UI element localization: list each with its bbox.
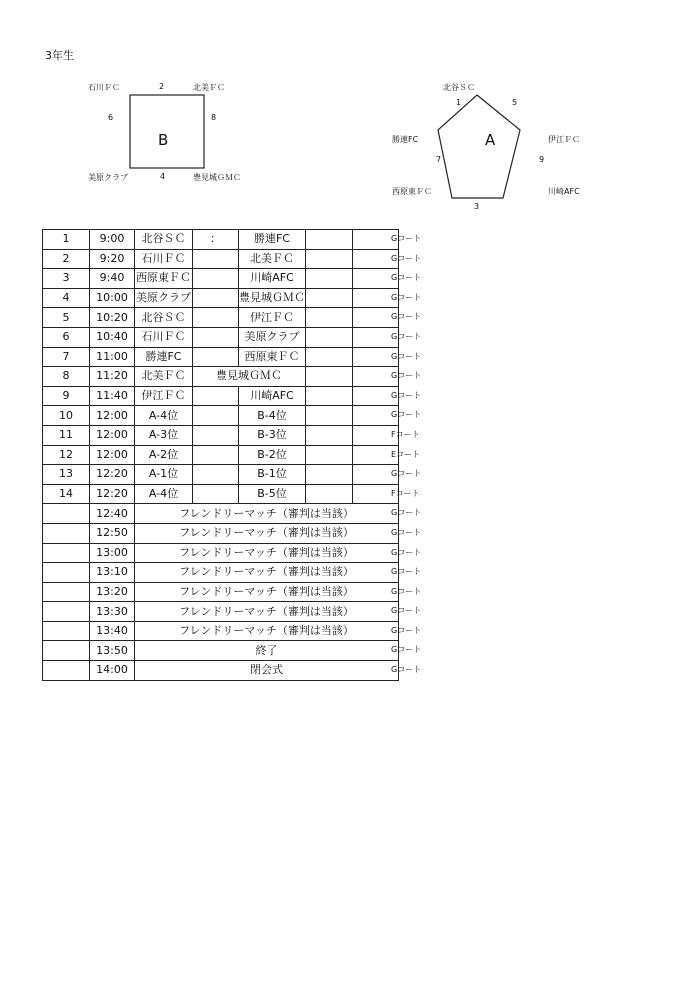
table-row <box>43 308 399 328</box>
score-cell <box>306 308 353 328</box>
group-a-top-team: 北谷ＳＣ <box>443 83 475 92</box>
table-row <box>43 465 399 485</box>
friendly-row <box>43 621 399 641</box>
match-number: 4 <box>43 288 90 308</box>
page-title: 3年生 <box>45 49 74 62</box>
team-away: 伊江ＦＣ <box>239 308 306 328</box>
group-a-letter: A <box>485 131 496 149</box>
court-label: Gコート <box>391 469 422 479</box>
team-home: 北谷ＳＣ <box>135 230 193 250</box>
team-away: 川崎AFC <box>239 386 306 406</box>
court-label: Gコート <box>391 234 422 243</box>
friendly-label: フレンドリーマッチ（審判は当該） <box>135 602 399 622</box>
score-separator <box>193 308 239 328</box>
score-cell <box>306 249 353 269</box>
court-label: Fコート <box>391 488 420 498</box>
friendly-time: 13:00 <box>90 543 135 563</box>
group-a-edge-3: 3 <box>474 202 480 211</box>
table-row <box>43 386 399 406</box>
friendly-label: フレンドリーマッチ（審判は当該） <box>135 523 399 543</box>
group-b-bottom-left-team: 美原クラブ <box>88 173 128 182</box>
closing-row <box>43 661 399 681</box>
team-home: 美原クラブ <box>135 288 193 308</box>
match-number: 1 <box>43 230 90 250</box>
empty-cell <box>43 582 90 602</box>
closing-time: 14:00 <box>90 661 135 681</box>
friendly-label: フレンドリーマッチ（審判は当該） <box>135 504 399 524</box>
match-time: 9:20 <box>90 249 135 269</box>
friendly-row <box>43 602 399 622</box>
end-label: 終了 <box>135 641 399 661</box>
score-cell <box>306 445 353 465</box>
match-time: 10:40 <box>90 327 135 347</box>
group-b-edge-right: 8 <box>211 113 217 122</box>
friendly-row <box>43 504 399 524</box>
score-cell <box>306 347 353 367</box>
court-label: Gコート <box>391 547 422 557</box>
group-b-edge-top: 2 <box>159 82 165 91</box>
group-b-diagram <box>0 0 700 260</box>
group-a-bottom-right-team: 川崎AFC <box>548 187 580 196</box>
friendly-time: 13:40 <box>90 621 135 641</box>
empty-cell <box>43 543 90 563</box>
team-home: 北美ＦＣ <box>135 367 193 387</box>
score-separator: ： <box>193 230 239 250</box>
table-row <box>43 327 399 347</box>
group-b-letter: B <box>158 131 169 149</box>
team-home: 伊江ＦＣ <box>135 386 193 406</box>
match-time: 11:00 <box>90 347 135 367</box>
court-label: Gコート <box>391 567 422 577</box>
court-label: Eコート <box>391 449 421 459</box>
friendly-row <box>43 582 399 602</box>
score-separator <box>193 465 239 485</box>
team-away: 勝連FC <box>239 230 306 250</box>
match-time: 12:20 <box>90 484 135 504</box>
score-separator <box>193 288 239 308</box>
group-a-edge-1: 1 <box>456 98 462 107</box>
match-number: 13 <box>43 465 90 485</box>
group-a-left-team: 勝連FC <box>392 135 419 144</box>
score-separator <box>193 249 239 269</box>
end-time: 13:50 <box>90 641 135 661</box>
score-cell <box>306 484 353 504</box>
court-label: Gコート <box>391 312 422 322</box>
match-time: 12:00 <box>90 445 135 465</box>
score-separator <box>193 484 239 504</box>
empty-cell <box>43 523 90 543</box>
court-column <box>391 229 421 680</box>
match-time: 10:20 <box>90 308 135 328</box>
table-row <box>43 288 399 308</box>
score-cell <box>306 367 353 387</box>
team-home: A-2位 <box>135 445 193 465</box>
group-b-edge-bottom: 4 <box>160 172 166 181</box>
empty-cell <box>43 621 90 641</box>
team-away: 西原東ＦＣ <box>239 347 306 367</box>
empty-cell <box>43 641 90 661</box>
match-number: 14 <box>43 484 90 504</box>
match-time: 12:00 <box>90 406 135 426</box>
team-home: 西原東ＦＣ <box>135 269 193 289</box>
court-label: Gコート <box>391 410 422 420</box>
friendly-label: フレンドリーマッチ（審判は当該） <box>135 621 399 641</box>
empty-cell <box>43 661 90 681</box>
court-label: Gコート <box>391 645 422 655</box>
court-label: Gコート <box>391 527 422 537</box>
table-row <box>43 484 399 504</box>
group-a-edge-5: 5 <box>512 98 518 107</box>
group-b-edge-left: 6 <box>108 113 114 122</box>
match-time: 12:00 <box>90 425 135 445</box>
table-row <box>43 269 399 289</box>
team-home: 石川ＦＣ <box>135 327 193 347</box>
empty-cell <box>43 563 90 583</box>
team-away: 豊見城ＧＭＣ <box>193 367 306 387</box>
group-b-bottom-right-team: 豊見城ＧＭＣ <box>193 173 241 182</box>
friendly-time: 13:20 <box>90 582 135 602</box>
match-number: 5 <box>43 308 90 328</box>
team-away: 豊見城ＧＭＣ <box>239 288 306 308</box>
table-row <box>43 425 399 445</box>
empty-cell <box>43 602 90 622</box>
table-row <box>43 347 399 367</box>
closing-label: 閉会式 <box>135 661 399 681</box>
score-separator <box>193 327 239 347</box>
group-b-top-left-team: 石川ＦＣ <box>88 83 120 92</box>
team-home: 北谷ＳＣ <box>135 308 193 328</box>
score-cell <box>306 425 353 445</box>
friendly-row <box>43 543 399 563</box>
friendly-label: フレンドリーマッチ（審判は当該） <box>135 563 399 583</box>
table-row <box>43 230 399 250</box>
team-away: 美原クラブ <box>239 327 306 347</box>
court-label: Gコート <box>391 253 422 263</box>
group-a-bottom-left-team: 西原東ＦＣ <box>392 187 432 196</box>
schedule-table <box>42 229 399 681</box>
court-label: Gコート <box>391 273 422 283</box>
team-home: 勝連FC <box>135 347 193 367</box>
empty-cell <box>43 504 90 524</box>
court-label: Gコート <box>391 292 422 302</box>
match-number: 7 <box>43 347 90 367</box>
court-label: Gコート <box>391 351 422 361</box>
table-row <box>43 249 399 269</box>
score-cell <box>306 327 353 347</box>
team-home: A-4位 <box>135 484 193 504</box>
court-label: Gコート <box>391 508 422 518</box>
group-b-top-right-team: 北美ＦＣ <box>193 83 225 92</box>
table-row <box>43 445 399 465</box>
team-home: A-1位 <box>135 465 193 485</box>
match-time: 10:00 <box>90 288 135 308</box>
friendly-label: フレンドリーマッチ（審判は当該） <box>135 543 399 563</box>
court-label: Gコート <box>391 371 422 381</box>
table-row <box>43 367 399 387</box>
score-cell <box>306 288 353 308</box>
team-away: 川崎AFC <box>239 269 306 289</box>
score-separator <box>193 406 239 426</box>
score-cell <box>306 269 353 289</box>
team-away: B-5位 <box>239 484 306 504</box>
score-separator <box>193 347 239 367</box>
match-number: 10 <box>43 406 90 426</box>
team-home: A-3位 <box>135 425 193 445</box>
team-away: B-2位 <box>239 445 306 465</box>
court-label: Fコート <box>391 429 420 439</box>
group-a-pentagon <box>438 95 520 198</box>
group-a-edge-7: 7 <box>436 155 442 164</box>
team-home: A-4位 <box>135 406 193 426</box>
group-a-edge-9: 9 <box>539 155 545 164</box>
team-away: 北美ＦＣ <box>239 249 306 269</box>
court-label: Gコート <box>391 331 422 341</box>
score-separator <box>193 425 239 445</box>
match-time: 12:20 <box>90 465 135 485</box>
team-home: 石川ＦＣ <box>135 249 193 269</box>
score-cell <box>306 465 353 485</box>
friendly-label: フレンドリーマッチ（審判は当該） <box>135 582 399 602</box>
match-number: 3 <box>43 269 90 289</box>
score-cell <box>306 230 353 250</box>
match-number: 6 <box>43 327 90 347</box>
court-label: Gコート <box>391 665 422 675</box>
score-separator <box>193 445 239 465</box>
match-time: 11:20 <box>90 367 135 387</box>
match-number: 9 <box>43 386 90 406</box>
friendly-time: 12:40 <box>90 504 135 524</box>
friendly-time: 13:30 <box>90 602 135 622</box>
friendly-time: 13:10 <box>90 563 135 583</box>
match-time: 11:40 <box>90 386 135 406</box>
team-away: B-1位 <box>239 465 306 485</box>
team-away: B-4位 <box>239 406 306 426</box>
court-label: Gコート <box>391 606 422 616</box>
match-time: 9:00 <box>90 230 135 250</box>
score-cell <box>306 406 353 426</box>
match-time: 9:40 <box>90 269 135 289</box>
match-number: 8 <box>43 367 90 387</box>
table-row <box>43 406 399 426</box>
friendly-row <box>43 563 399 583</box>
court-label: Gコート <box>391 390 422 400</box>
end-row <box>43 641 399 661</box>
court-label: Gコート <box>391 625 422 635</box>
match-number: 12 <box>43 445 90 465</box>
team-away: B-3位 <box>239 425 306 445</box>
group-a-right-team: 伊江ＦＣ <box>548 135 580 144</box>
score-cell <box>306 386 353 406</box>
score-separator <box>193 269 239 289</box>
match-number: 11 <box>43 425 90 445</box>
score-separator <box>193 386 239 406</box>
court-label: Gコート <box>391 586 422 596</box>
match-number: 2 <box>43 249 90 269</box>
friendly-time: 12:50 <box>90 523 135 543</box>
friendly-row <box>43 523 399 543</box>
